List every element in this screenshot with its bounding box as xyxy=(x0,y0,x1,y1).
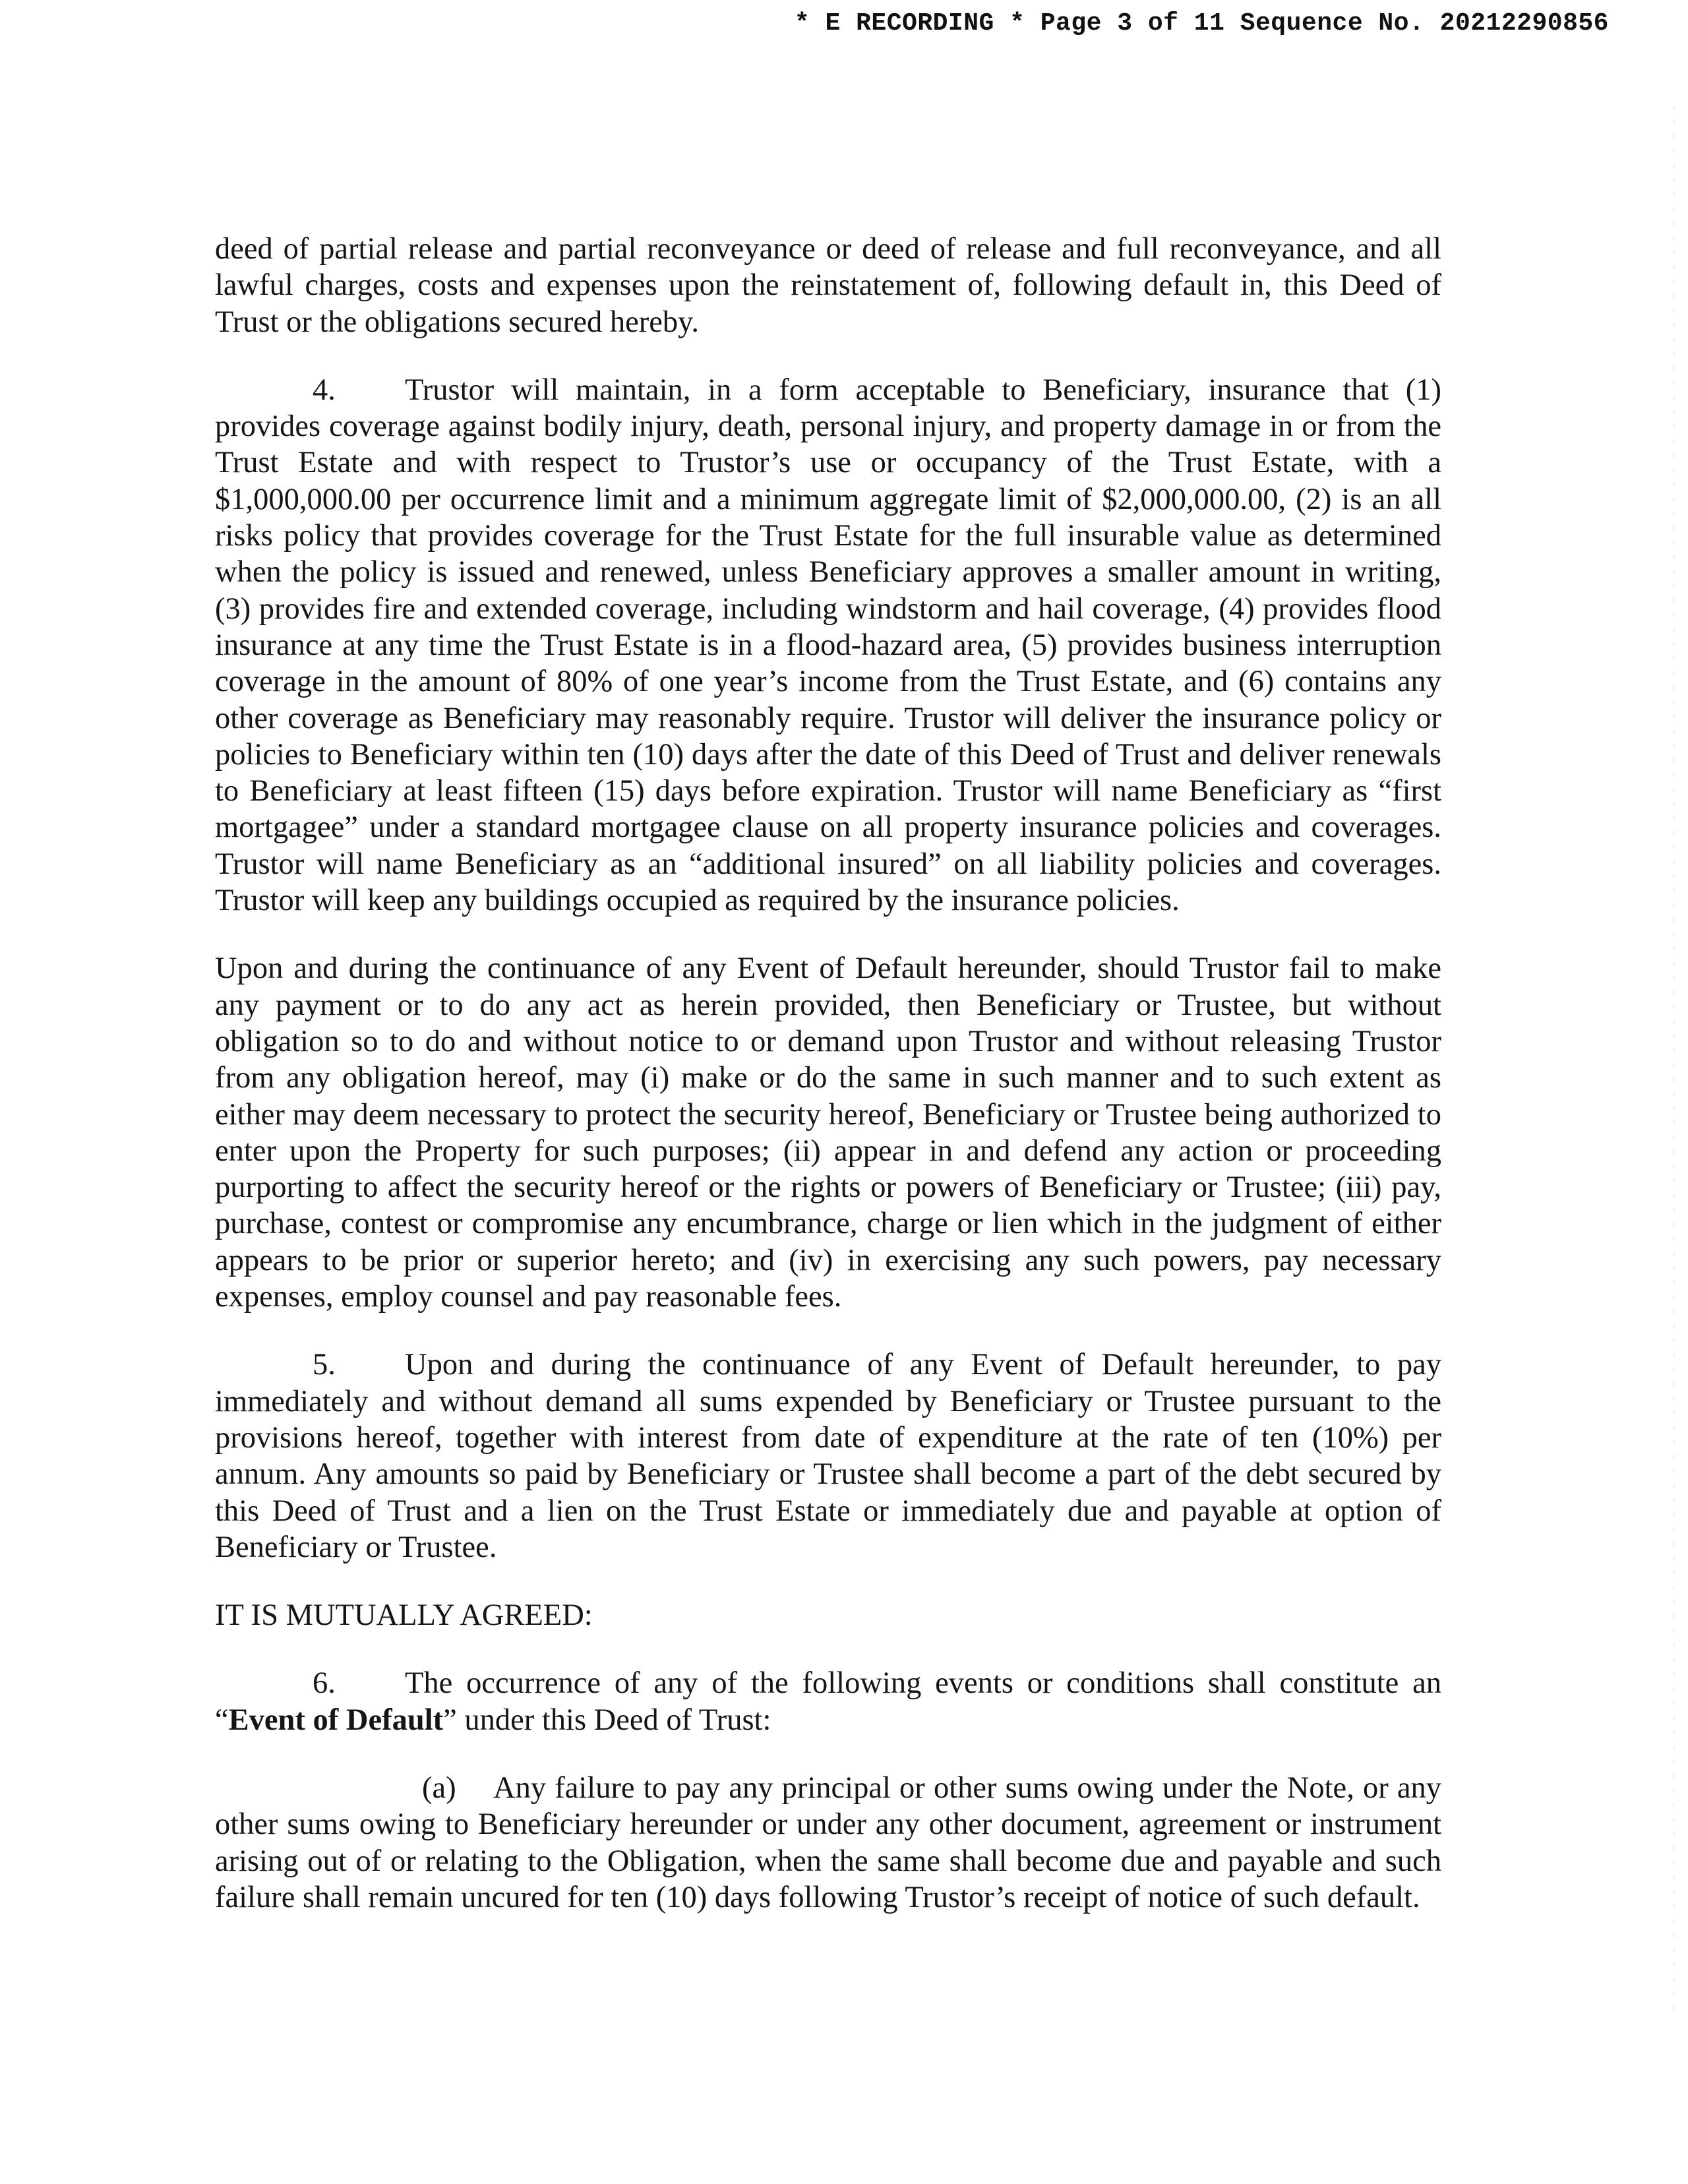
paragraph-text-end: ” under this Deed of Trust: xyxy=(443,1703,771,1737)
subparagraph-a xyxy=(215,1770,1441,1916)
paragraph-number: 4. xyxy=(313,373,336,407)
paragraph-text: Trustor will maintain, in a form acceptable to Beneficiary, insurance that (1) provides coverage against bodily injury, death, personal injury, and property damage in or from the Trust Estate and with respect to Trustor’s use or occupancy of the Trust Estate, with a $1,000,000.00 per occurrence limit and a minimum aggregate limit of $2,000,000.00, (2) is an all risks policy that provides coverage for the Trust Estate for the full insurable value as determined when the policy is issued and renewed, unless Beneficiary approves a smaller amount in writing, (3) provides fire and extended coverage, including windstorm and hail coverage, (4) provides flood insurance at any time the Trust Estate is in a flood-hazard area, (5) provides business interruption coverage in the amount of 80% of one year’s income from the Trust Estate, and (6) contains any other coverage as Beneficiary may reasonably require. Trustor will deliver the insurance policy or policies to Beneficiary within ten (10) days after the date of this Deed of Trust and deliver renewals to Beneficiary at least fifteen (15) days before expiration. Trustor will name Beneficiary as “first mortgagee” under a standard mortgagee clause on all property insurance policies and coverages. Trustor will name Beneficiary as an “additional insured” on all liability policies and coverages. Trustor will keep any buildings occupied as required by the insurance policies. xyxy=(215,373,1441,918)
paragraph-continuation: deed of partial release and partial reconveyance or deed of release and full reconveyance, and all lawful charges, costs and expenses upon the reinstatement of, following default in, this Deed of Trust or the obligations secured hereby. xyxy=(215,232,1441,339)
document-body xyxy=(215,231,1441,1947)
paragraph-number: 5. xyxy=(313,1348,336,1382)
paragraph-text: Upon and during the continuance of any Event of Default hereunder, to pay immediately and without demand all sums expended by Beneficiary or Trustee pursuant to the provisions hereof, together with interest from date of expenditure at the rate of ten (10%) per annum. Any amounts so paid by Beneficiary or Trustee shall become a part of the debt secured by this Deed of Trust and a lien on the Trust Estate or immediately due and payable at option of Beneficiary or Trustee. xyxy=(215,1348,1441,1564)
defined-term: Event of Default xyxy=(228,1703,444,1737)
scan-edge-artifact xyxy=(1673,106,1675,2018)
recording-header: * E RECORDING * Page 3 of 11 Sequence No. 20212290856 xyxy=(794,9,1609,38)
paragraph-5 xyxy=(215,1347,1441,1565)
subparagraph-text: Any failure to pay any principal or other sums owing under the Note, or any other sums owing to Beneficiary hereunder or under any other document, agreement or instrument arising out of or relating to the Obligation, when the same shall become due and payable and such failure shall remain uncured for ten (10) days following Trustor’s receipt of notice of such default. xyxy=(215,1771,1441,1914)
paragraph-upon-default: Upon and during the continuance of any Event of Default hereunder, should Trustor fail to make any payment or to do any act as herein provided, then Beneficiary or Trustee, but without obligation so to do and without notice to or demand upon Trustor and without releasing Trustor from any obligation hereof, may (i) make or do the same in such manner and to such extent as either may deem necessary to protect the security hereof, Beneficiary or Trustee being authorized to enter upon the Property for such purposes; (ii) appear in and defend any action or proceeding purporting to affect the security hereof or the rights or powers of Beneficiary or Trustee; (iii) pay, purchase, contest or compromise any encumbrance, charge or lien which in the judgment of either appears to be prior or superior hereto; and (iv) in exercising any such powers, pay necessary expenses, employ counsel and pay reasonable fees. xyxy=(215,952,1441,1314)
paragraph-number: 6. xyxy=(313,1666,336,1701)
open-quote: “ xyxy=(215,1703,229,1737)
section-heading: IT IS MUTUALLY AGREED: xyxy=(215,1598,593,1633)
paragraph-6 xyxy=(215,1665,1441,1738)
paragraph-4 xyxy=(215,372,1441,919)
paragraph-text: The occurrence of any of the following events or conditions shall constitute an xyxy=(405,1666,1441,1701)
subparagraph-label: (a) xyxy=(422,1771,456,1805)
